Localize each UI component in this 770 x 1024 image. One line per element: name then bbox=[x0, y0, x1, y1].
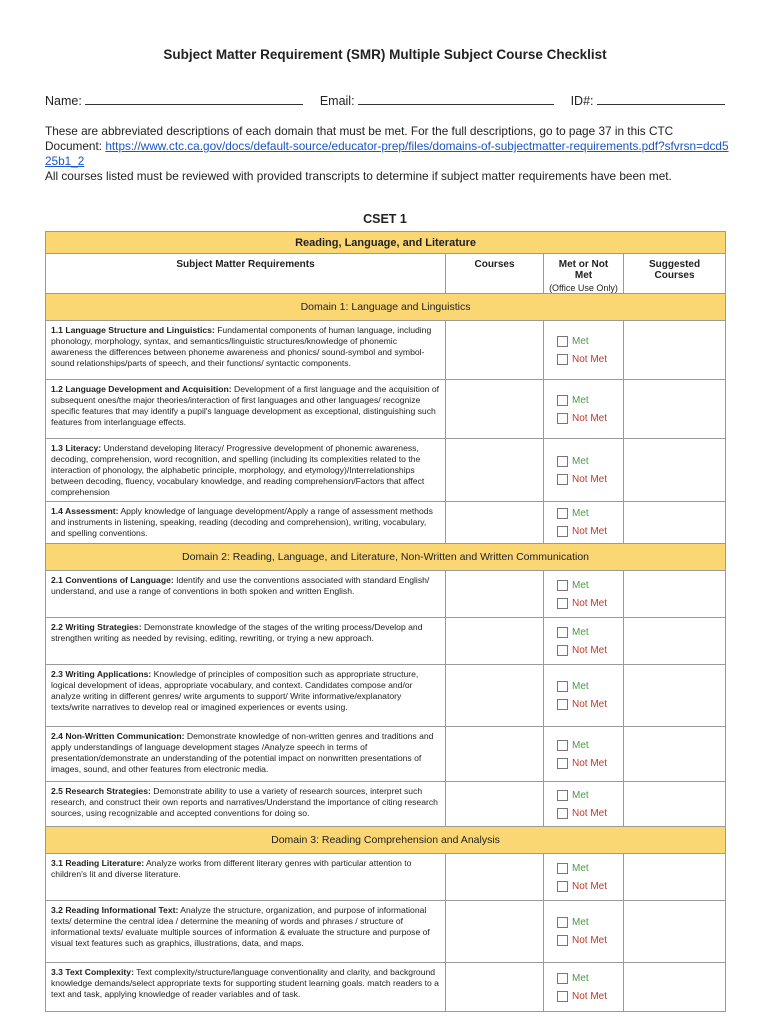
requirement-name: 2.5 Research Strategies: bbox=[51, 786, 151, 796]
not-met-checkbox[interactable] bbox=[557, 696, 623, 714]
requirement-text: Understand developing literacy/ Progressive development of phonemic awareness, decoding, comprehension, word recognition, and spelling (including its complexities related to the interaction of phonology, the alphabetic principle, morphology, and etymology)/Interrelationships between decoding, fluency, vocabulary knowledge, and reading comprehension/Factors that affect comprehension bbox=[51, 443, 425, 497]
not-met-label: Not Met bbox=[572, 699, 608, 710]
student-info-fields bbox=[45, 93, 725, 108]
met-label: Met bbox=[572, 394, 589, 406]
not-met-label: Not Met bbox=[572, 353, 608, 365]
met-status-cell bbox=[544, 854, 624, 901]
requirement-name: 3.1 Reading Literature: bbox=[51, 858, 145, 868]
header-courses: Courses bbox=[446, 254, 544, 294]
checkbox-square[interactable] bbox=[557, 526, 568, 537]
requirement-text: Analyze works from different literary genres with particular attention to children's lit and diverse literature. bbox=[51, 858, 412, 879]
not-met-label: Not Met bbox=[572, 473, 608, 485]
met-status-cell bbox=[544, 727, 624, 782]
requirement-row bbox=[46, 901, 726, 963]
name-label: Name: bbox=[45, 94, 82, 108]
checkbox-square[interactable] bbox=[557, 474, 568, 485]
checkbox-square[interactable] bbox=[557, 740, 568, 751]
header-requirements: Subject Matter Requirements bbox=[46, 254, 446, 294]
requirement-row bbox=[46, 321, 726, 380]
requirement-row bbox=[46, 571, 726, 618]
checkbox-square[interactable] bbox=[557, 881, 568, 892]
email-field[interactable] bbox=[320, 93, 554, 108]
checkbox-square[interactable] bbox=[557, 456, 568, 467]
courses-cell[interactable] bbox=[446, 665, 544, 727]
met-label: Met bbox=[572, 626, 589, 638]
checkbox-square[interactable] bbox=[557, 354, 568, 365]
requirement-description bbox=[46, 727, 446, 782]
not-met-checkbox[interactable] bbox=[557, 754, 623, 772]
requirement-name: 1.2 Language Development and Acquisition: bbox=[51, 384, 232, 394]
requirement-description bbox=[46, 502, 446, 544]
checklist-table bbox=[45, 231, 726, 1012]
requirement-name: 1.4 Assessment: bbox=[51, 506, 119, 516]
suggested-courses-cell[interactable] bbox=[624, 665, 726, 727]
requirement-name: 3.2 Reading Informational Text: bbox=[51, 905, 179, 915]
requirement-text: Demonstrate knowledge of non-written genres and traditions and apply understandings of language development stages /Analyze speech in terms of presentation/demonstrate an understanding of the potential impact on nonwritten presentations of images, sound, and other features from electronic media. bbox=[51, 731, 434, 774]
met-status-cell bbox=[544, 380, 624, 439]
checkbox-square[interactable] bbox=[557, 580, 568, 591]
email-label: Email: bbox=[319, 94, 355, 108]
checkbox-square[interactable] bbox=[557, 790, 568, 801]
suggested-courses-cell[interactable] bbox=[624, 502, 726, 544]
requirement-description bbox=[46, 665, 446, 727]
met-status-cell bbox=[544, 782, 624, 827]
header-met-label: Met or Not Met bbox=[558, 259, 609, 281]
requirement-description bbox=[46, 963, 446, 1012]
not-met-checkbox[interactable] bbox=[557, 409, 623, 427]
courses-cell[interactable] bbox=[446, 854, 544, 901]
not-met-label: Not Met bbox=[572, 597, 608, 609]
requirement-text: Identify and use the conventions associated with standard English/ understand, and use a range of conventions in both spoken and written English. bbox=[51, 575, 430, 596]
section-header: Reading, Language, and Literature bbox=[46, 232, 726, 254]
checkbox-square[interactable] bbox=[557, 645, 568, 656]
not-met-label: Not Met bbox=[572, 990, 608, 1002]
requirement-description bbox=[46, 618, 446, 665]
page-title: Subject Matter Requirement (SMR) Multiple Subject Course Checklist bbox=[163, 47, 607, 62]
met-checkbox[interactable] bbox=[557, 391, 623, 409]
requirement-text: Text complexity/structure/language conventionality and clarity, and background knowledge demands/select appropriate texts for supporting student learning goals. match readers to a text and task, applying knowledge of reader variables and of task. bbox=[51, 967, 439, 999]
requirement-text: Apply knowledge of language development/Apply a range of assessment methods and instruments in listening, speaking, reading (decoding and comprehension), writing, vocabulary, and spelling conventions. bbox=[51, 506, 433, 538]
not-met-checkbox[interactable] bbox=[557, 641, 623, 659]
suggested-courses-cell[interactable] bbox=[624, 901, 726, 963]
met-checkbox[interactable] bbox=[557, 505, 623, 523]
requirement-row bbox=[46, 502, 726, 544]
checkbox-square[interactable] bbox=[557, 973, 568, 984]
requirement-row bbox=[46, 439, 726, 502]
met-checkbox[interactable] bbox=[557, 452, 623, 470]
not-met-label: Not Met bbox=[572, 935, 608, 946]
header-suggested bbox=[624, 254, 726, 294]
name-line bbox=[85, 93, 303, 105]
courses-cell[interactable] bbox=[446, 901, 544, 963]
domain-header: Domain 2: Reading, Language, and Literature, Non-Written and Written Communication bbox=[46, 544, 726, 571]
not-met-label: Not Met bbox=[572, 807, 608, 819]
cset-heading: CSET 1 bbox=[363, 212, 407, 226]
header-met bbox=[544, 254, 624, 294]
id-line bbox=[597, 93, 725, 105]
requirement-text: Analyze the structure, organization, and purpose of informational texts/ determine the central idea / determine the meaning of words and phrases / structure of informational texts/ evaluate multiple sources of information & evaluate the structure and purpose of visual text features such as graphics, illustrations, data, and maps. bbox=[51, 905, 430, 948]
intro-line-1: These are abbreviated descriptions of each domain that must be met. For the full descriptions, go to page 37 in this CTC bbox=[45, 124, 674, 138]
courses-cell[interactable] bbox=[446, 618, 544, 665]
requirement-description bbox=[46, 321, 446, 380]
not-met-checkbox[interactable] bbox=[557, 523, 623, 541]
document-label: Document: bbox=[45, 139, 106, 153]
met-status-cell bbox=[544, 571, 624, 618]
intro-line-2 bbox=[45, 139, 735, 169]
not-met-label: Not Met bbox=[572, 880, 608, 892]
requirement-description bbox=[46, 571, 446, 618]
courses-cell[interactable] bbox=[446, 502, 544, 544]
met-checkbox[interactable] bbox=[557, 859, 623, 877]
met-checkbox[interactable] bbox=[557, 623, 623, 641]
not-met-checkbox[interactable] bbox=[557, 350, 623, 368]
suggested-courses-cell[interactable] bbox=[624, 571, 726, 618]
checkbox-square[interactable] bbox=[557, 413, 568, 424]
met-label: Met bbox=[572, 972, 589, 984]
checkbox-square[interactable] bbox=[557, 395, 568, 406]
met-label: Met bbox=[572, 455, 589, 467]
checkbox-square[interactable] bbox=[557, 991, 568, 1002]
requirement-row bbox=[46, 618, 726, 665]
checkbox-square[interactable] bbox=[557, 917, 568, 928]
met-status-cell bbox=[544, 665, 624, 727]
domain-header: Domain 1: Language and Linguistics bbox=[46, 294, 726, 321]
met-label: Met bbox=[572, 862, 589, 874]
suggested-courses-cell[interactable] bbox=[624, 439, 726, 502]
requirement-text: Development of a first language and the acquisition of subsequent ones/the major theories/interaction of first languages and other languages/ recognize specific features that may identify a pupil's language development as exceptional, distinguishing such features from interlanguage effects. bbox=[51, 384, 439, 427]
met-checkbox[interactable] bbox=[557, 914, 623, 932]
ctc-document-link[interactable]: https://www.ctc.ca.gov/docs/default-source/educator-prep/files/domains-of-subjectmatter-requirements.pdf?sfvrsn=dcd525b1_2 bbox=[45, 139, 729, 168]
requirement-text: Demonstrate knowledge of the stages of the writing process/Develop and strengthen writing as needed by revising, editing, rewriting, or trying a new approach. bbox=[51, 622, 423, 643]
courses-cell[interactable] bbox=[446, 727, 544, 782]
requirement-text: Fundamental components of human language, including phonology, morphology, syntax, and semantics/linguistic structures/knowledge of phonemic awareness the differences between phoneme awareness and phonics/ sound-symbol and symbol-sound relationships/parts of speech, and their functions/ syntactic components. bbox=[51, 325, 432, 368]
courses-cell[interactable] bbox=[446, 782, 544, 827]
email-line bbox=[358, 93, 554, 105]
met-checkbox[interactable] bbox=[557, 576, 623, 594]
met-label: Met bbox=[572, 917, 589, 928]
suggested-courses-cell[interactable] bbox=[624, 321, 726, 380]
suggested-courses-cell[interactable] bbox=[624, 727, 726, 782]
header-office-use: (Office Use Only) bbox=[549, 283, 618, 293]
met-checkbox[interactable] bbox=[557, 332, 623, 350]
requirement-name: 2.4 Non-Written Communication: bbox=[51, 731, 185, 741]
requirement-row bbox=[46, 727, 726, 782]
not-met-label: Not Met bbox=[572, 526, 608, 537]
not-met-label: Not Met bbox=[572, 644, 608, 656]
not-met-checkbox[interactable] bbox=[557, 594, 623, 612]
courses-cell[interactable] bbox=[446, 439, 544, 502]
suggested-courses-cell[interactable] bbox=[624, 618, 726, 665]
courses-cell[interactable] bbox=[446, 571, 544, 618]
requirement-text: Knowledge of principles of composition such as appropriate structure, logical development of ideas, appropriate vocabulary, and context. Candidates compose and/or analyze writing in different genres/ write arguments to support/ Write informative/explanatory texts/write narratives to develop real or imagined experiences or events using. bbox=[51, 669, 419, 712]
intro-line-3: All courses listed must be reviewed with provided transcripts to determine if subject matter requirements have been met. bbox=[45, 169, 672, 183]
requirement-description bbox=[46, 901, 446, 963]
met-status-cell bbox=[544, 321, 624, 380]
met-status-cell bbox=[544, 502, 624, 544]
courses-cell[interactable] bbox=[446, 321, 544, 380]
not-met-label: Not Met bbox=[572, 757, 608, 769]
not-met-checkbox[interactable] bbox=[557, 932, 623, 950]
intro-text bbox=[45, 124, 735, 184]
checkbox-square[interactable] bbox=[557, 935, 568, 946]
checkbox-square[interactable] bbox=[557, 508, 568, 519]
header-suggested-label: Suggested Courses bbox=[648, 259, 701, 281]
requirement-description bbox=[46, 439, 446, 502]
domain-header: Domain 3: Reading Comprehension and Analysis bbox=[46, 827, 726, 854]
suggested-courses-cell[interactable] bbox=[624, 854, 726, 901]
checkbox-square[interactable] bbox=[557, 808, 568, 819]
met-label: Met bbox=[572, 739, 589, 751]
met-label: Met bbox=[572, 335, 589, 347]
met-status-cell bbox=[544, 618, 624, 665]
met-checkbox[interactable] bbox=[557, 678, 623, 696]
id-label: ID#: bbox=[570, 94, 594, 108]
requirement-name: 2.2 Writing Strategies: bbox=[51, 622, 142, 632]
not-met-checkbox[interactable] bbox=[557, 804, 623, 822]
met-label: Met bbox=[572, 681, 589, 692]
courses-cell[interactable] bbox=[446, 963, 544, 1012]
requirement-name: 2.1 Conventions of Language: bbox=[51, 575, 174, 585]
not-met-checkbox[interactable] bbox=[557, 987, 623, 1005]
requirement-name: 2.3 Writing Applications: bbox=[51, 669, 152, 679]
met-status-cell bbox=[544, 963, 624, 1012]
met-status-cell bbox=[544, 439, 624, 502]
checkbox-square[interactable] bbox=[557, 863, 568, 874]
requirement-name: 1.1 Language Structure and Linguistics: bbox=[51, 325, 215, 335]
requirement-row bbox=[46, 782, 726, 827]
not-met-label: Not Met bbox=[572, 412, 608, 424]
requirement-row bbox=[46, 665, 726, 727]
suggested-courses-cell[interactable] bbox=[624, 782, 726, 827]
met-status-cell bbox=[544, 901, 624, 963]
met-label: Met bbox=[572, 789, 589, 801]
requirement-row bbox=[46, 854, 726, 901]
requirement-row bbox=[46, 380, 726, 439]
requirement-name: 3.3 Text Complexity: bbox=[51, 967, 134, 977]
met-label: Met bbox=[572, 579, 589, 591]
met-checkbox[interactable] bbox=[557, 736, 623, 754]
checkbox-square[interactable] bbox=[557, 758, 568, 769]
requirement-description bbox=[46, 782, 446, 827]
suggested-courses-cell[interactable] bbox=[624, 963, 726, 1012]
checkbox-square[interactable] bbox=[557, 336, 568, 347]
suggested-courses-cell[interactable] bbox=[624, 380, 726, 439]
requirement-text: Demonstrate ability to use a variety of research sources, interpret such research, and construct their own reports and narratives/Understand the importance of citing research sources, using recognizable and accepted conventions for doing so. bbox=[51, 786, 438, 818]
met-label: Met bbox=[572, 508, 589, 519]
checkbox-square[interactable] bbox=[557, 681, 568, 692]
courses-cell[interactable] bbox=[446, 380, 544, 439]
checkbox-square[interactable] bbox=[557, 598, 568, 609]
requirement-name: 1.3 Literacy: bbox=[51, 443, 102, 453]
checkbox-square[interactable] bbox=[557, 627, 568, 638]
id-field[interactable] bbox=[571, 93, 725, 108]
not-met-checkbox[interactable] bbox=[557, 470, 623, 488]
not-met-checkbox[interactable] bbox=[557, 877, 623, 895]
name-field[interactable] bbox=[45, 93, 303, 108]
met-checkbox[interactable] bbox=[557, 786, 623, 804]
requirement-description bbox=[46, 380, 446, 439]
requirement-description bbox=[46, 854, 446, 901]
checkbox-square[interactable] bbox=[557, 699, 568, 710]
met-checkbox[interactable] bbox=[557, 969, 623, 987]
requirement-row bbox=[46, 963, 726, 1012]
